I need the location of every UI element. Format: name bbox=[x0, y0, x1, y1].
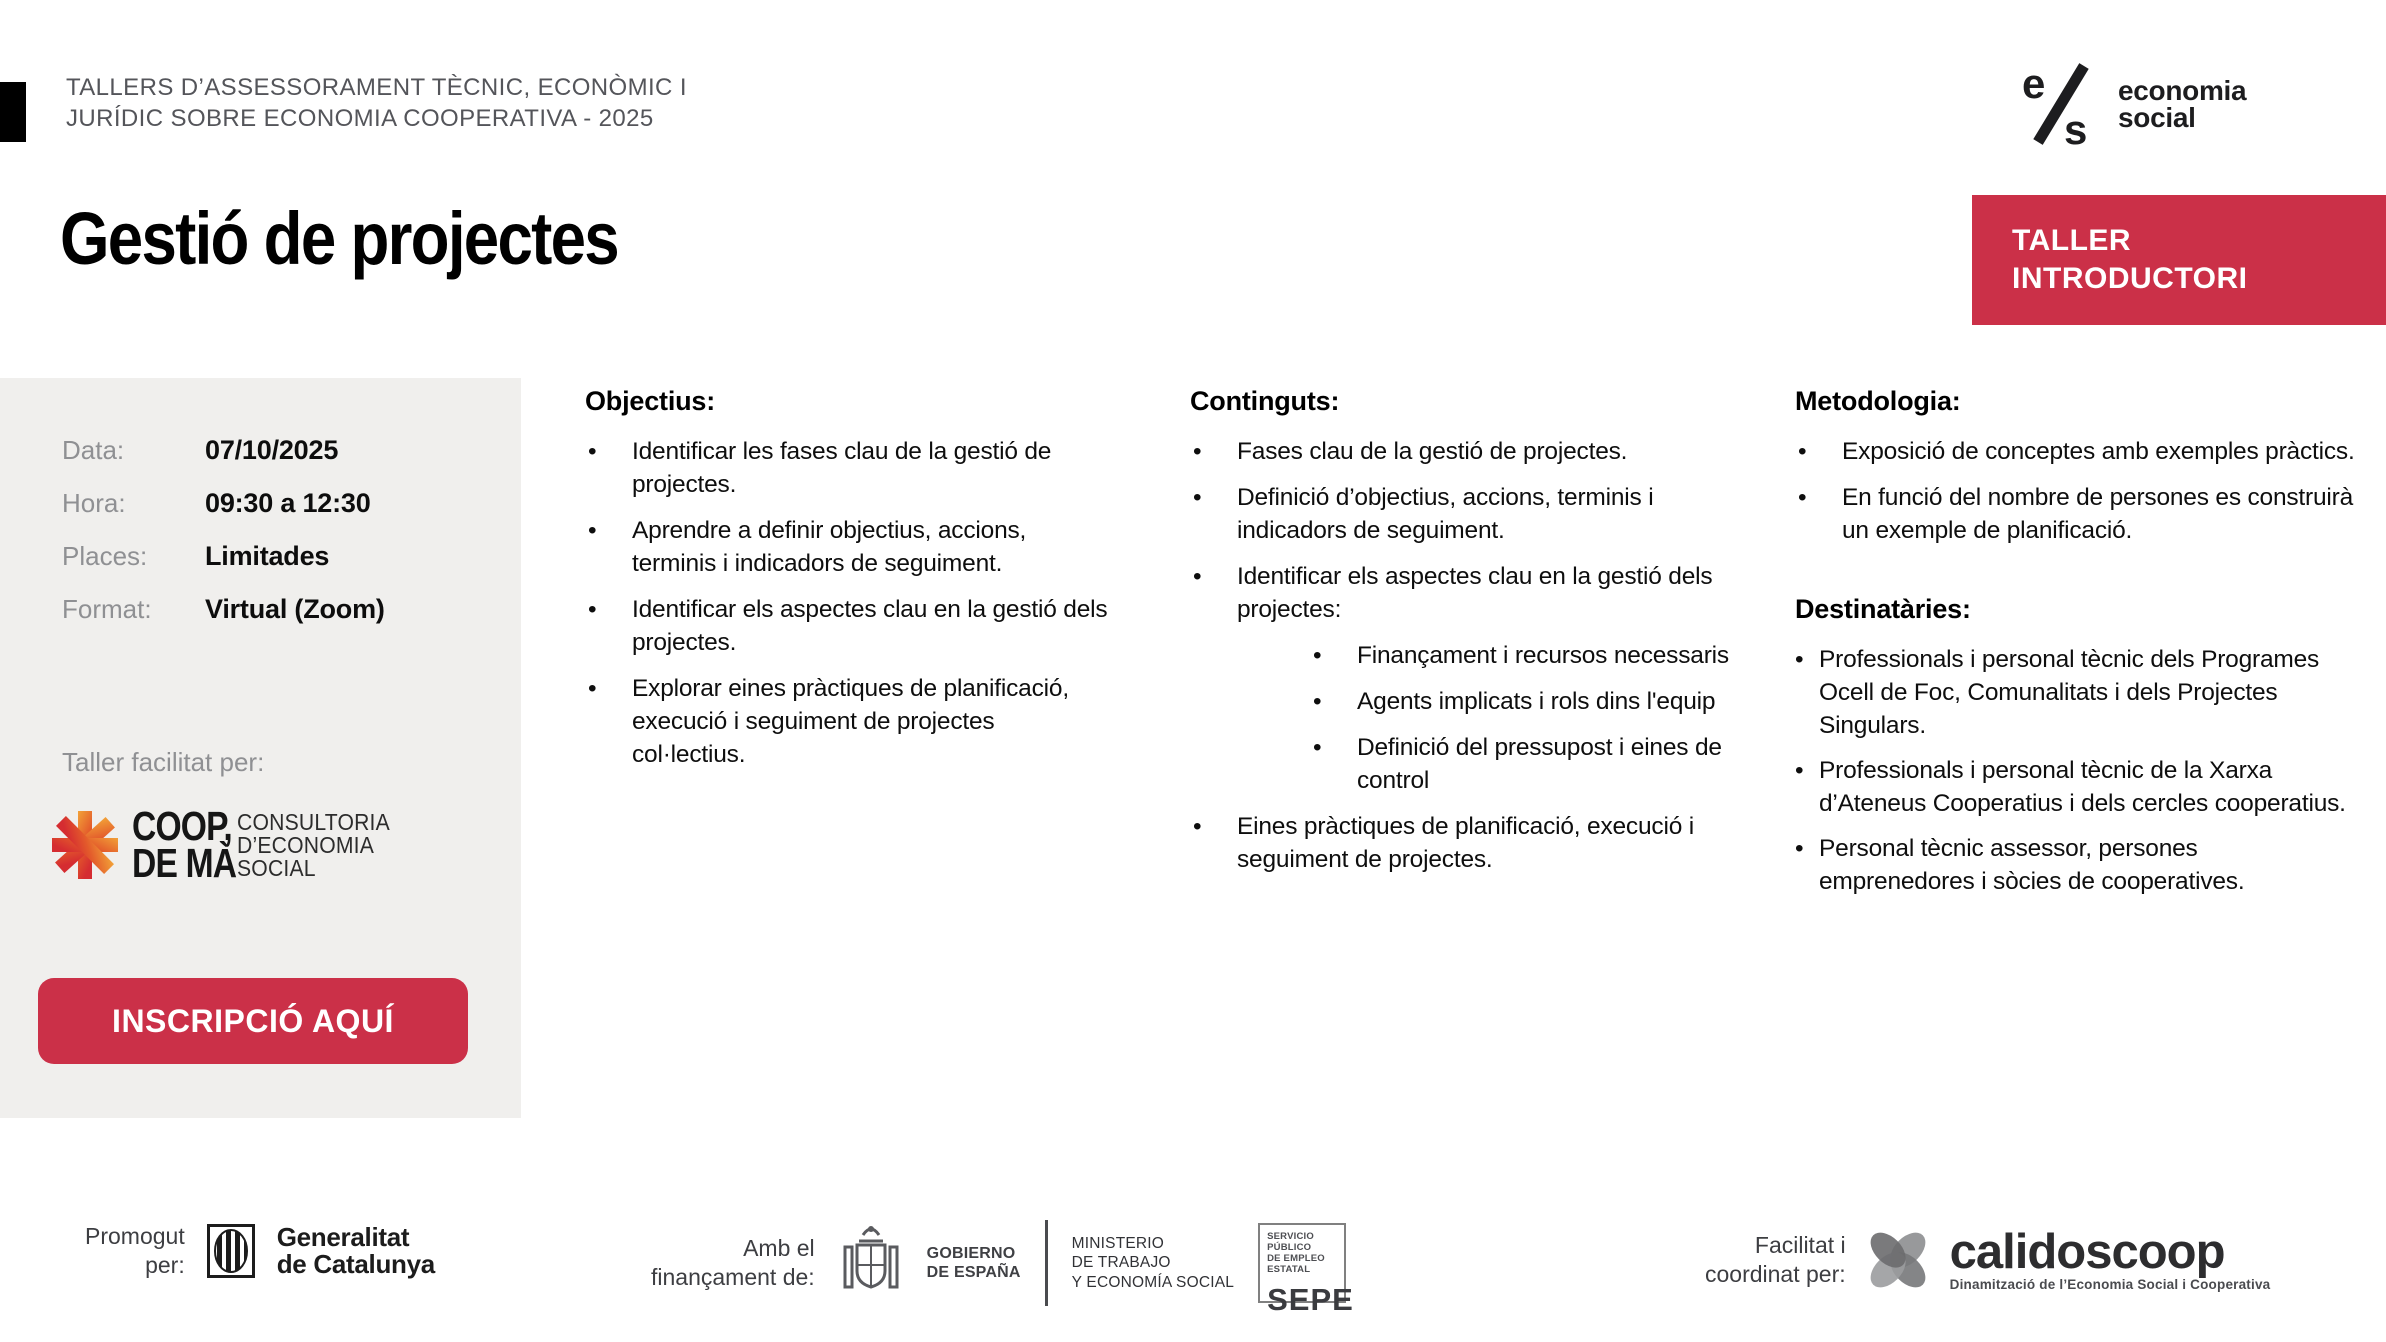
svg-text:s: s bbox=[2064, 106, 2088, 146]
detail-row-time bbox=[62, 488, 371, 519]
ministry-line2: DE TRABAJO bbox=[1071, 1254, 1171, 1272]
coop-word-line1: COOP bbox=[132, 803, 224, 849]
es-slash-icon bbox=[2022, 62, 2102, 146]
coop-tag-line2: D’ECONOMIA bbox=[237, 831, 375, 858]
coordinated-by-label bbox=[1705, 1231, 1846, 1289]
list-item: • Definició d’objectius, accions, terminis i indicadors de seguiment. bbox=[1190, 481, 1730, 547]
objectives-column bbox=[585, 386, 1110, 784]
time-value: 09:30 a 12:30 bbox=[205, 488, 371, 518]
objectives-heading: Objectius: bbox=[585, 386, 716, 416]
gobierno-line2: DE ESPAÑA bbox=[926, 1264, 1021, 1281]
list-item: • Eines pràctiques de planificació, execució i seguiment de projectes. bbox=[1190, 810, 1730, 876]
format-value: Virtual (Zoom) bbox=[205, 594, 385, 624]
spain-coat-of-arms-icon bbox=[839, 1221, 903, 1305]
sepe-small-line2: DE EMPLEO ESTATAL bbox=[1267, 1253, 1325, 1275]
seats-value: Limitades bbox=[205, 541, 330, 571]
promoted-by-group bbox=[85, 1222, 435, 1280]
series-title-line2: JURÍDIC SOBRE ECONOMIA COOPERATIVA - 2025 bbox=[66, 105, 654, 132]
sub-list-item: • Finançament i recursos necessaris bbox=[1190, 639, 1730, 672]
list-item: • Identificar les fases clau de la gestió de projectes. bbox=[585, 435, 1110, 501]
contents-column bbox=[1190, 386, 1730, 889]
coop-word-line2: DE MÀ bbox=[132, 840, 237, 886]
coop-star-icon bbox=[52, 809, 118, 881]
time-label: Hora: bbox=[62, 488, 126, 518]
calidoscoop-flower-icon bbox=[1866, 1222, 1930, 1298]
detail-row-date bbox=[62, 435, 338, 466]
coop-tag-line1: CONSULTORIA bbox=[237, 808, 391, 835]
list-item: • Explorar eines pràctiques de planificació, execució i seguiment de projectes col·lectius. bbox=[585, 672, 1110, 771]
list-item: • Exposició de conceptes amb exemples pràctics. bbox=[1795, 435, 2355, 468]
coop-tag-line3: SOCIAL bbox=[237, 854, 316, 881]
methodology-heading: Metodologia: bbox=[1795, 386, 1961, 416]
generalitat-shield-icon bbox=[207, 1224, 255, 1278]
ministry-line1: MINISTERIO bbox=[1071, 1234, 1165, 1252]
sepe-acronym: SEPE bbox=[1267, 1282, 1354, 1317]
format-label: Format: bbox=[62, 594, 152, 624]
list-item: • Fases clau de la gestió de projectes. bbox=[1190, 435, 1730, 468]
seats-label: Places: bbox=[62, 541, 148, 571]
generalitat-line1: Generalitat bbox=[276, 1222, 410, 1252]
funded-label-line2: finançament de: bbox=[651, 1264, 815, 1290]
gobierno-espana-wordmark bbox=[927, 1244, 1021, 1282]
calidoscoop-wordmark bbox=[1949, 1224, 2271, 1292]
badge-line1: TALLER bbox=[2012, 224, 2132, 257]
calidoscoop-tagline: Dinamització de l’Economia Social i Cooperativa bbox=[1949, 1276, 2271, 1292]
generalitat-line2: de Catalunya bbox=[276, 1249, 435, 1279]
svg-text:e: e bbox=[2022, 62, 2046, 107]
list-item: • En funció del nombre de persones es construirà un exemple de planificació. bbox=[1795, 481, 2355, 547]
methodology-column bbox=[1795, 386, 2355, 910]
sepe-logo bbox=[1258, 1223, 1354, 1317]
sepe-small-line1: SERVICIO PÚBLICO bbox=[1267, 1231, 1314, 1253]
coop-tagline bbox=[237, 808, 391, 881]
coordinated-by-group bbox=[1705, 1222, 2270, 1298]
list-item: • Professionals i personal tècnic de la Xarxa d’Ateneus Cooperatius i dels cercles cooperatius. bbox=[1795, 754, 2355, 820]
promoted-label-line1: Promogut bbox=[85, 1223, 185, 1249]
coordinated-label-line2: coordinat per: bbox=[1705, 1261, 1846, 1287]
coordinated-label-line1: Facilitat i bbox=[1754, 1232, 1846, 1258]
coop-de-ma-logo bbox=[52, 803, 403, 886]
calidoscoop-name: calidoscoop bbox=[1949, 1224, 2225, 1279]
list-item: • Professionals i personal tècnic dels Programes Ocell de Foc, Comunalitats i dels Projectes Singulars. bbox=[1795, 643, 2355, 742]
section-spacer bbox=[1795, 560, 2355, 594]
coop-accent-mark: , bbox=[223, 803, 232, 849]
contents-heading: Continguts: bbox=[1190, 386, 1340, 416]
funded-by-group bbox=[651, 1220, 1354, 1317]
list-item: • Identificar els aspectes clau en la gestió dels projectes: bbox=[1190, 560, 1730, 626]
ministry-line3: Y ECONOMÍA SOCIAL bbox=[1071, 1273, 1235, 1291]
left-edge-black-tab bbox=[0, 82, 26, 142]
details-panel bbox=[0, 378, 521, 1118]
detail-row-format bbox=[62, 594, 385, 625]
funded-label-line1: Amb el bbox=[743, 1235, 815, 1261]
economia-social-wordmark bbox=[2118, 77, 2246, 131]
promoted-label-line2: per: bbox=[145, 1252, 185, 1278]
workshop-type-badge bbox=[1972, 195, 2386, 325]
promoted-by-label bbox=[85, 1222, 185, 1280]
facilitated-by-label: Taller facilitat per: bbox=[62, 747, 265, 777]
detail-row-seats bbox=[62, 541, 329, 572]
list-item: • Identificar els aspectes clau en la gestió dels projectes. bbox=[585, 593, 1110, 659]
sub-list-item: • Definició del pressupost i eines de control bbox=[1190, 731, 1730, 797]
audience-heading: Destinatàries: bbox=[1795, 594, 1971, 624]
page-title: Gestió de projectes bbox=[60, 197, 618, 280]
economia-social-logo bbox=[2022, 62, 2246, 146]
inscription-button[interactable]: INSCRIPCIÓ AQUÍ bbox=[38, 978, 468, 1064]
gobierno-line1: GOBIERNO bbox=[926, 1245, 1016, 1262]
ministry-wordmark bbox=[1072, 1234, 1234, 1293]
series-title-line1: TALLERS D’ASSESSORAMENT TÈCNIC, ECONÒMIC I bbox=[66, 74, 687, 101]
series-title bbox=[66, 72, 687, 134]
date-value: 07/10/2025 bbox=[205, 435, 339, 465]
ministry-divider bbox=[1045, 1220, 1048, 1306]
list-item: • Personal tècnic assessor, persones emprenedores i sòcies de cooperatives. bbox=[1795, 832, 2355, 898]
sub-list-item: • Agents implicats i rols dins l'equip bbox=[1190, 685, 1730, 718]
funded-by-label bbox=[651, 1234, 815, 1292]
list-item: • Aprendre a definir objectius, accions, terminis i indicadors de seguiment. bbox=[585, 514, 1110, 580]
date-label: Data: bbox=[62, 435, 125, 465]
generalitat-wordmark bbox=[277, 1224, 435, 1278]
es-word-line1: economia bbox=[2118, 75, 2247, 106]
es-word-line2: social bbox=[2118, 102, 2196, 133]
coop-wordmark bbox=[132, 803, 237, 886]
badge-line2: INTRODUCTORI bbox=[2012, 262, 2248, 295]
